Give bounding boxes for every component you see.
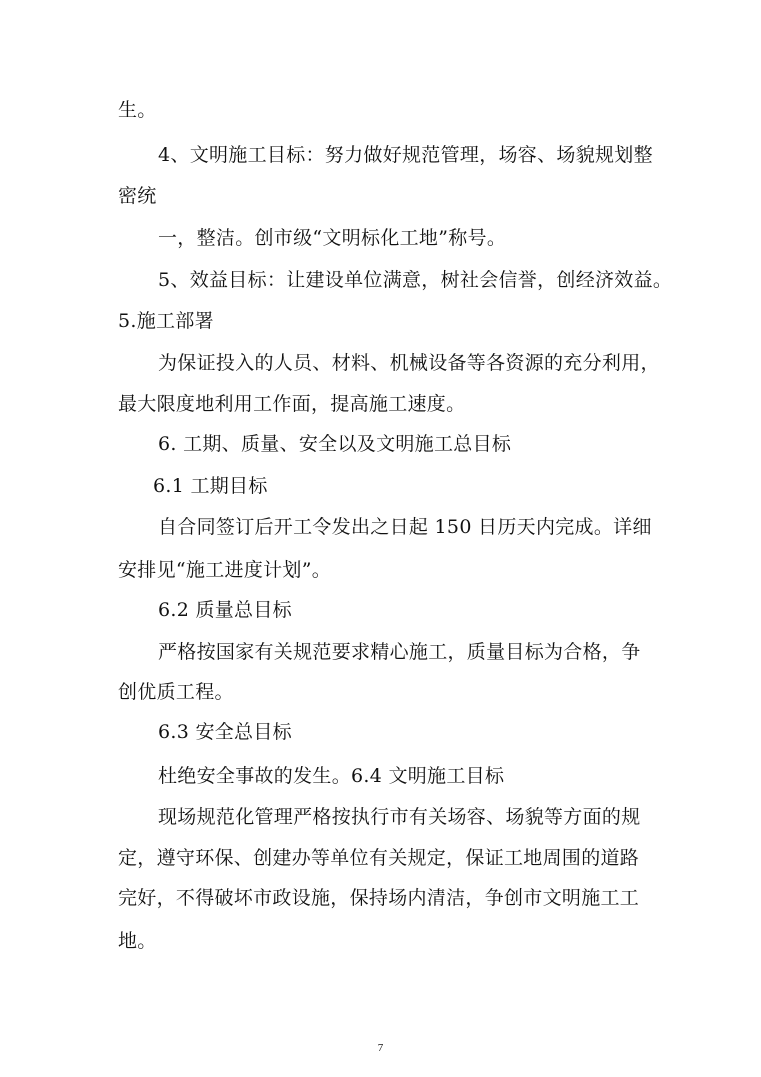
text-line-20: 完好，不得破坏市政设施，保持场内清洁，争创市文明施工工 bbox=[118, 887, 640, 909]
text-line-19: 定，遵守环保、创建办等单位有关规定，保证工地周围的道路 bbox=[118, 847, 640, 869]
section-heading-6-3: 6.3 安全总目标 bbox=[158, 721, 292, 743]
text-line-15: 创优质工程。 bbox=[118, 681, 234, 703]
text-line-5: 5、效益目标：让建设单位满意，树社会信誉，创经济效益。 bbox=[158, 269, 673, 291]
text-line-21: 地。 bbox=[118, 930, 157, 952]
section-heading-6: 6. 工期、质量、安全以及文明施工总目标 bbox=[158, 433, 512, 455]
section-heading-6-1: 6.1 工期目标 bbox=[153, 475, 268, 497]
text-line-3: 密统 bbox=[118, 185, 157, 207]
text-line-2: 4、文明施工目标：努力做好规范管理，场容、场貌规划整 bbox=[158, 144, 653, 166]
text-line-11: 自合同签订后开工令发出之日起 150 日历天内完成。详细 bbox=[158, 516, 652, 538]
text-line-17: 杜绝安全事故的发生。6.4 文明施工目标 bbox=[158, 765, 505, 787]
page-number: 7 bbox=[377, 1042, 384, 1054]
text-line-18: 现场规范化管理严格按执行市有关场容、场貌等方面的规 bbox=[158, 806, 641, 828]
text-line-1: 生。 bbox=[118, 99, 157, 121]
text-line-8: 最大限度地利用工作面，提高施工速度。 bbox=[118, 393, 466, 415]
text-line-12: 安排见“施工进度计划”。 bbox=[118, 559, 332, 581]
text-line-7: 为保证投入的人员、材料、机械设备等各资源的充分利用， bbox=[158, 352, 660, 374]
section-heading-6-2: 6.2 质量总目标 bbox=[158, 599, 292, 621]
text-line-4: 一，整洁。创市级“文明标化工地”称号。 bbox=[158, 227, 507, 249]
section-heading-5: 5.施工部署 bbox=[118, 310, 214, 332]
text-line-14: 严格按国家有关规范要求精心施工，质量目标为合格，争 bbox=[158, 641, 641, 663]
